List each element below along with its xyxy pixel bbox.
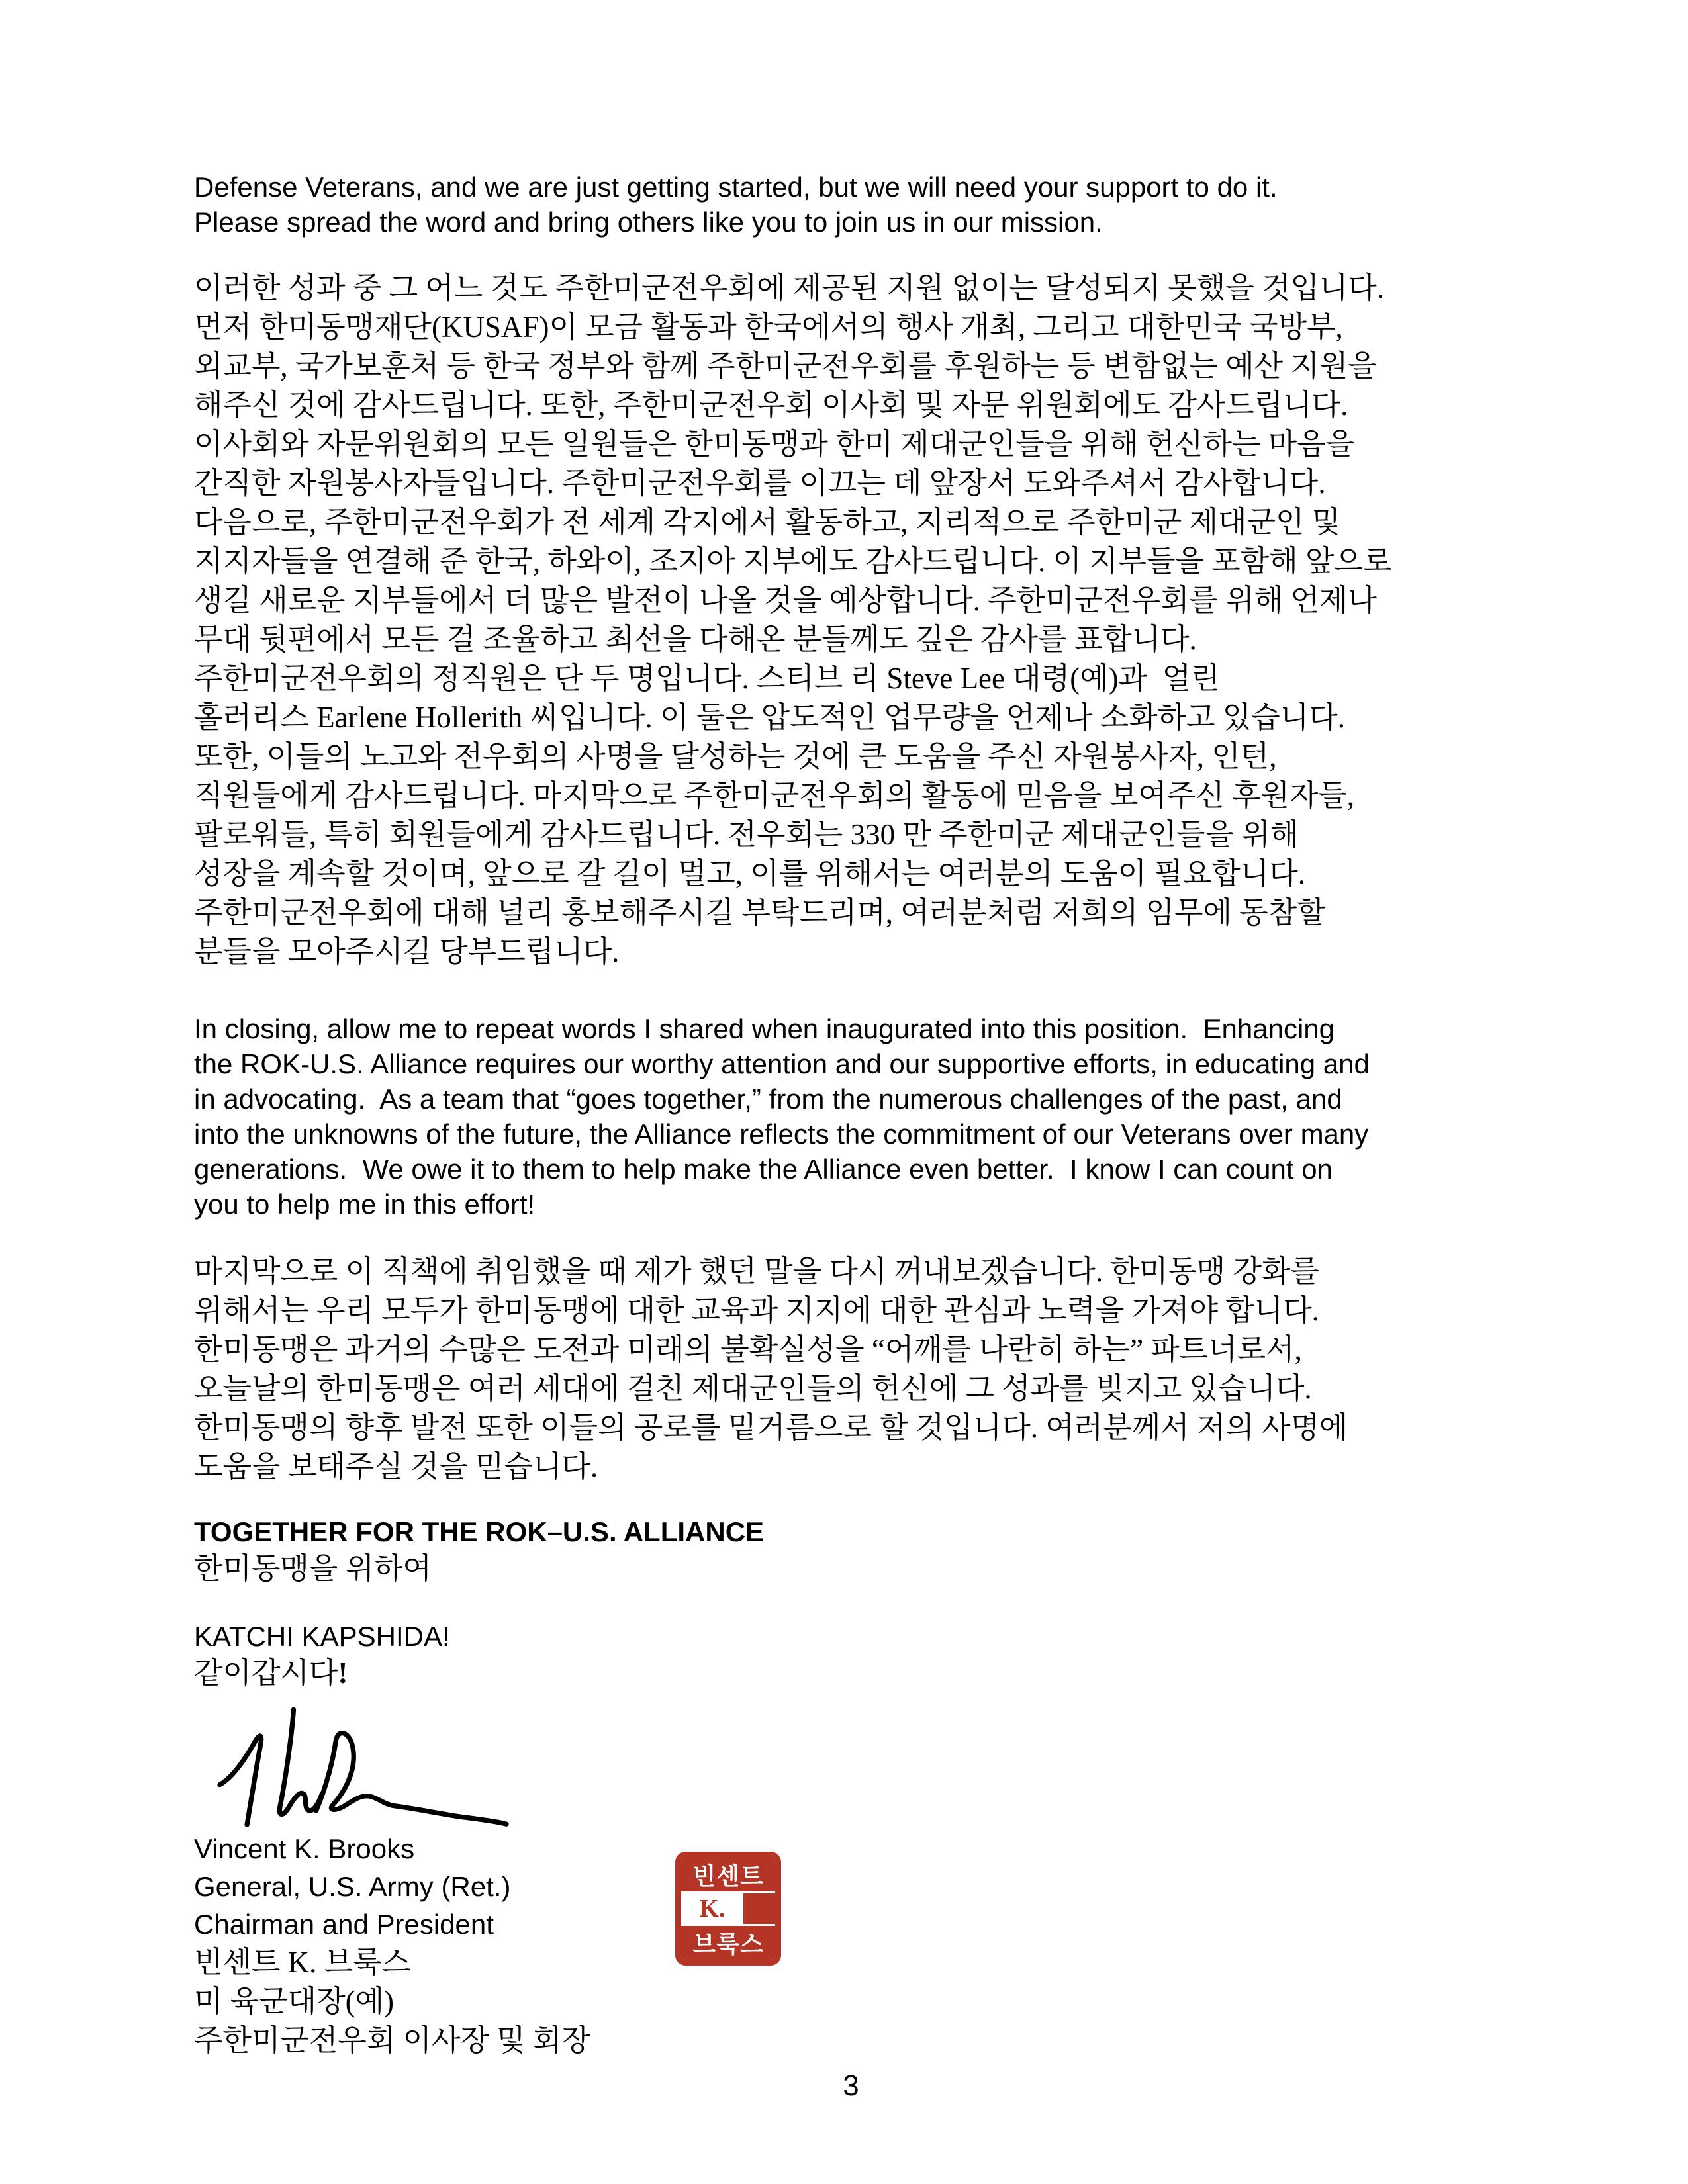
text-line: 외교부, 국가보훈처 등 한국 정부와 함께 주한미군전우회를 후원하는 등 변함없는 예산 지원을 [194,349,1377,383]
text-line: the ROK-U.S. Alliance requires our worthy attention and our supportive efforts, in educating and [194,1048,1370,1079]
paragraph-english-closing [194,1011,1508,1222]
text-line: 이사회와 자문위원회의 모든 일원들은 한미동맹과 한미 제대군인들을 위해 헌신하는 마음을 [194,428,1355,461]
signer-title-position: Chairman and President [194,1909,494,1940]
text-line: 이러한 성과 중 그 어느 것도 주한미군전우회에 제공된 지원 없이는 달성되지 못했을 것입니다. [194,271,1385,304]
text-line: 해주신 것에 감사드립니다. 또한, 주한미군전우회 이사회 및 자문 위원회에도 감사드립니다. [194,388,1348,422]
text-line: 간직한 자원봉사자들입니다. 주한미군전우회를 이끄는 데 앞장서 도와주셔서 감사합니다. [194,467,1326,500]
seal-initial: K. [699,1895,726,1923]
text-line: 다음으로, 주한미군전우회가 전 세계 각지에서 활동하고, 지리적으로 주한미군 제대군인 및 [194,506,1341,539]
text-line: In closing, allow me to repeat words I shared when inaugurated into this position. Enhancing [194,1013,1335,1044]
text-line: 분들을 모아주시길 당부드립니다. [194,935,620,968]
katchi-kapshida-english: KATCHI KAPSHIDA! [194,1621,450,1652]
text-line: you to help me in this effort! [194,1189,536,1220]
text-line: 생길 새로운 지부들에서 더 많은 발전이 나올 것을 예상합니다. 주한미군전우회를 위해 언제나 [194,584,1377,617]
text-line: 지지자들을 연결해 준 한국, 하와이, 조지아 지부에도 감사드립니다. 이 지부들을 포함해 앞으로 [194,545,1392,578]
katchi-korean-exclamation: ! [338,1657,348,1690]
text-line: Defense Veterans, and we are just getting started, but we will need your support to do it. [194,171,1278,203]
slogan-english: TOGETHER FOR THE ROK–U.S. ALLIANCE [194,1516,765,1547]
text-line: 주한미군전우회의 정직원은 단 두 명입니다. 스티브 리 Steve Lee 대령(예)과 얼린 [194,662,1220,695]
signer-name-korean: 빈센트 K. 브룩스 [194,1946,411,1979]
handwritten-signature [198,1688,529,1830]
text-line: 위해서는 우리 모두가 한미동맹에 대한 교육과 지지에 대한 관심과 노력을 가져야 합니다. [194,1294,1319,1327]
signer-title-position-korean: 주한미군전우회 이사장 및 회장 [194,2024,590,2057]
letter-body [194,169,1508,2105]
text-line: 오늘날의 한미동맹은 여러 세대에 걸친 제대군인들의 헌신에 그 성과를 빚지고 있습니다. [194,1372,1312,1405]
text-line: 도움을 보태주실 것을 믿습니다. [194,1450,598,1483]
paragraph-korean-thanks [194,269,1508,972]
text-line: in advocating. As a team that “goes together,” from the numerous challenges of the past, and [194,1083,1342,1115]
page-number: 3 [843,2070,859,2102]
text-line: generations. We owe it to them to help make the Alliance even better. I know I can count on [194,1154,1333,1185]
slogan-korean: 한미동맹을 위하여 [194,1552,432,1585]
signature-block [194,1830,1508,2060]
name-seal-stamp [675,1852,781,1966]
text-line: 홀러리스 Earlene Hollerith 씨입니다. 이 둘은 압도적인 업무량을 언제나 소화하고 있습니다. [194,701,1345,734]
text-line: 성장을 계속할 것이며, 앞으로 갈 길이 멀고, 이를 위해서는 여러분의 도움이 필요합니다. [194,857,1305,890]
text-line: Please spread the word and bring others like you to join us in our mission. [194,206,1103,238]
text-line: 한미동맹의 향후 발전 또한 이들의 공로를 밑거름으로 할 것입니다. 여러분께서 저의 사명에 [194,1411,1348,1444]
seal-row-bottom: 브룩스 [681,1926,775,1960]
text-line: 주한미군전우회에 대해 널리 홍보해주시길 부탁드리며, 여러분처럼 저희의 임무에 동참할 [194,896,1326,929]
signer-title-rank-korean: 미 육군대장(예) [194,1985,395,2018]
text-line: 팔로워들, 특히 회원들에게 감사드립니다. 전우회는 330 만 주한미군 제대군인들을 위해 [194,818,1299,851]
seal-row-top: 빈센트 [681,1858,775,1891]
text-line: 먼저 한미동맹재단(KUSAF)이 모금 활동과 한국에서의 행사 개최, 그리고 대한민국 국방부, [194,310,1343,343]
paragraph-english-intro [194,169,1508,240]
text-line: 직원들에게 감사드립니다. 마지막으로 주한미군전우회의 활동에 믿음을 보여주신 후원자들, [194,779,1355,812]
seal-row-middle [681,1893,775,1924]
text-line: 또한, 이들의 노고와 전우회의 사명을 달성하는 것에 큰 도움을 주신 자원봉사자, 인턴, [194,740,1277,773]
text-line: 한미동맹은 과거의 수많은 도전과 미래의 불확실성을 “어깨를 나란히 하는” 파트너로서, [194,1333,1302,1366]
signer-name: Vincent K. Brooks [194,1833,415,1864]
text-line: into the unknowns of the future, the Alliance reflects the commitment of our Veterans over many [194,1118,1369,1150]
paragraph-korean-closing [194,1252,1508,1486]
katchi-korean-text: 같이갑시다 [194,1657,338,1690]
text-line: 무대 뒷편에서 모든 걸 조율하고 최선을 다해온 분들께도 깊은 감사를 표합니다. [194,623,1197,656]
text-line: 마지막으로 이 직책에 취임했을 때 제가 했던 말을 다시 꺼내보겠습니다. 한미동맹 강화를 [194,1255,1319,1288]
seal-red-block [743,1893,775,1924]
signer-title-rank: General, U.S. Army (Ret.) [194,1871,511,1902]
